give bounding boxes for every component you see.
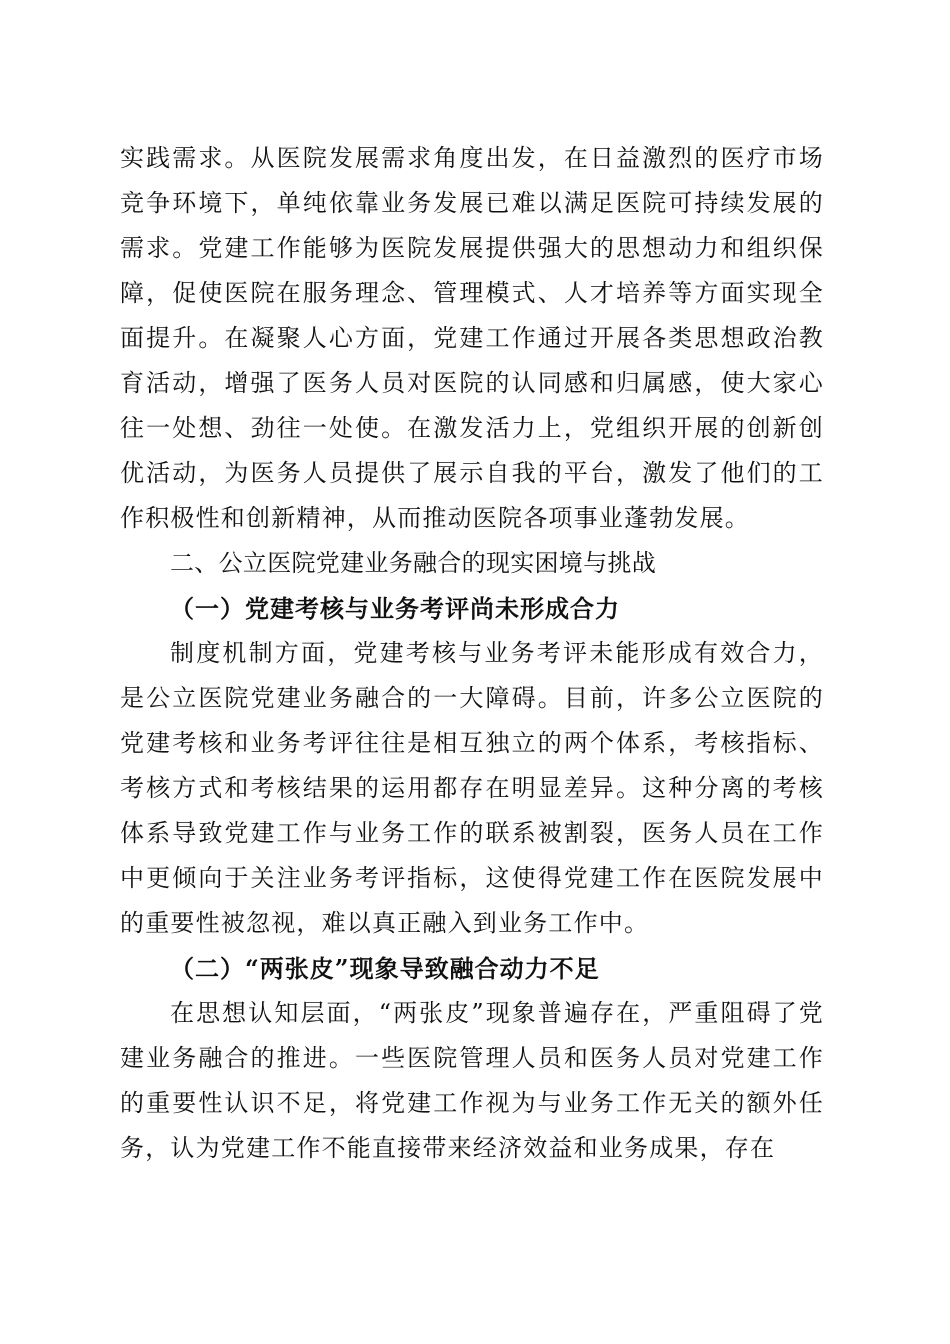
paragraph-intro: 实践需求。从医院发展需求角度出发，在日益激烈的医疗市场竞争环境下，单纯依靠业务发展已难以满足医院可持续发展的需求。党建工作能够为医院发展提供强大的思想动力和组织保障，促使医院在服务理念、管理模式、人才培养等方面实现全面提升。在凝聚人心方面，党建工作通过开展各类思想政治教育活动，增强了医务人员对医院的认同感和归属感，使大家心往一处想、劲往一处使。在激发活力上，党组织开展的创新创优活动，为医务人员提供了展示自我的平台，激发了他们的工作积极性和创新精神，从而推动医院各项事业蓬勃发展。 bbox=[120, 144, 824, 532]
subsection-2-body: 在思想认知层面，“两张皮”现象普遍存在，严重阻碍了党建业务融合的推进。一些医院管理人员和医务人员对党建工作的重要性认识不足，将党建工作视为与业务工作无关的额外任务，认为党建工作不能直接带来经济效益和业务成果，存在 bbox=[120, 999, 824, 1162]
subsection-2-heading: （二）“两张皮”现象导致融合动力不足 bbox=[170, 954, 600, 983]
subsection-1-heading: （一）党建考核与业务考评尚未形成合力 bbox=[170, 594, 620, 623]
section-heading: 二、公立医院党建业务融合的现实困境与挑战 bbox=[170, 549, 656, 577]
subsection-1-body: 制度机制方面，党建考核与业务考评未能形成有效合力，是公立医院党建业务融合的一大障碍。目前，许多公立医院的党建考核和业务考评往往是相互独立的两个体系，考核指标、考核方式和考核结果的运用都存在明显差异。这种分离的考核体系导致党建工作与业务工作的联系被割裂，医务人员在工作中更倾向于关注业务考评指标，这使得党建工作在医院发展中的重要性被忽视，难以真正融入到业务工作中。 bbox=[120, 639, 824, 937]
document-body bbox=[120, 136, 824, 1171]
